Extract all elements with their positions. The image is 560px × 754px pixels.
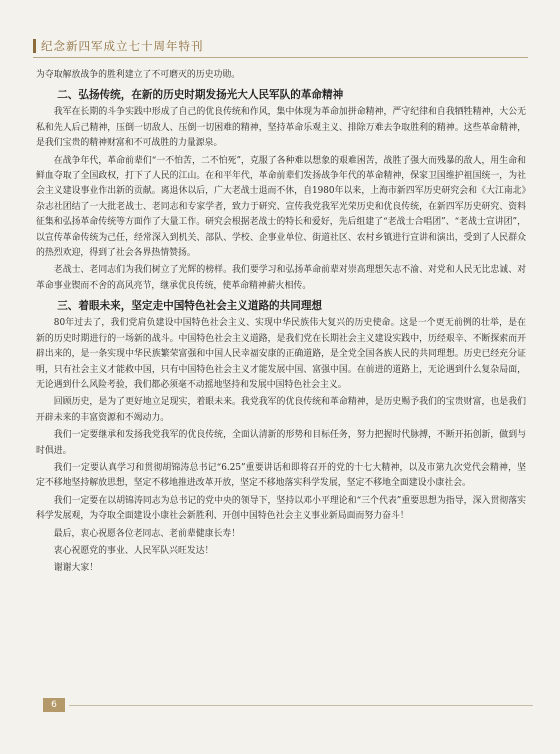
header-rule	[33, 57, 528, 58]
paragraph: 老战士、老同志们为我们树立了光辉的榜样。我们要学习和弘扬革命前辈对崇高理想矢志不渝、对党和人民无比忠诚、对革命事业锲而不舍的高风亮节，继承优良传统，使革命精神薪火相传。	[36, 265, 526, 291]
paragraph: 80年过去了，我们党肩负建设中国特色社会主义、实现中华民族伟大复兴的历史使命。这是一个更无前例的壮举，是在新的历史时期进行的一场新的战斗。中国特色社会主义道路，是我们党在长期社会主义建设实践中，历经艰辛、不断探索而开辟出来的，是一条实现中华民族繁荣富强和中国人民幸福安康的正确道路，是全党全国各族人民的共同理想。历史已经充分证明，只有社会主义才能救中国，只有中国特色社会主义才能发展中国、富强中国。在前进的道路上，无论遇到什么复杂局面，无论遇到什么风险考验，我们都必须毫不动摇地坚持和发展中国特色社会主义。	[36, 318, 526, 390]
page-number: 6	[43, 698, 65, 712]
article-body	[36, 68, 526, 579]
header-accent-bar	[33, 39, 36, 53]
header-title: 纪念新四军成立七十周年特刊	[41, 39, 204, 53]
paragraph: 谢谢大家！	[53, 563, 99, 574]
paragraph: 回顾历史，是为了更好地立足现实，着眼未来。我党我军的优良传统和革命精神，是历史赐予我们的宝贵财富，也是我们开辟未来的丰富资源和不竭动力。	[36, 397, 526, 423]
paragraph: 为夺取解放战争的胜利建立了不可磨灭的历史功勋。	[36, 70, 241, 80]
paragraph: 我们一定要继承和发扬我党我军的优良传统，全面认清新的形势和目标任务，努力把握时代脉搏，不断开拓创新，做到与时俱进。	[36, 430, 526, 456]
paragraph: 衷心祝愿党的事业、人民军队兴旺发达！	[53, 545, 214, 556]
paragraph: 最后，衷心祝愿各位老同志、老前辈健康长寿！	[53, 528, 241, 539]
paragraph: 我们一定要在以胡锦涛同志为总书记的党中央的领导下，坚持以邓小平理论和“三个代表”重要思想为指导，深入贯彻落实科学发展观，为夺取全面建设小康社会新胜利、开创中国特色社会主义事业新局面而努力奋斗！	[36, 495, 526, 522]
footer-rule	[69, 705, 533, 706]
section-heading: 二、弘扬传统，在新的历史时期发扬光大人民军队的革命精神	[57, 89, 344, 102]
paragraph: 我军在长期的斗争实践中形成了自己的优良传统和作风，集中体现为革命加拼命精神，严守纪律和自我牺牲精神，大公无私和先人后己精神，压倒一切敌人、压倒一切困难的精神，坚持革命乐观主义、排除万难去争取胜利的精神。这些革命精神，是我们宝贵的精神财富和不可战胜的力量源泉。	[36, 107, 526, 149]
running-header	[33, 36, 528, 56]
paragraph: 我们一定要认真学习和贯彻胡锦涛总书记“6.25”重要讲话和即将召开的党的十七大精神，以及市第九次党代会精神，坚定不移地坚持解放思想，坚定不移地推进改革开放，坚定不移地落实科学发展，坚定不移地全面建设小康社会。	[36, 462, 526, 489]
page-footer	[43, 698, 533, 716]
section-heading: 三、着眼未来，坚定走中国特色社会主义道路的共同理想	[57, 300, 323, 313]
paragraph: 在战争年代，革命前辈们“一不怕苦，二不怕死”，克服了各种难以想象的艰难困苦，战胜了强大而残暴的敌人，用生命和鲜血夺取了全国政权，打下了人民的江山。在和平年代，革命前辈们发扬战争年代的革命精神，保家卫国维护祖国统一，为社会主义建设事业作出新的贡献。离退休以后，广大老战士退而不休，自1980年以来，上海市新四军历史研究会和《大江南北》杂志社团结了一大批老战士、老同志和专家学者，致力于研究、宣传我党我军光荣历史和优良传统，在新四军历史研究、资料征集和弘扬革命传统等方面作了大量工作。研究会根据老战士的特长和爱好，先后组建了“老战士合唱团”、“老战士宣讲团”，以宣传革命传统为己任，经常深入到机关、部队、学校、企事业单位、街道社区、农村乡镇进行宣讲和演出，受到了人民群众的热烈欢迎，得到了社会各界热情赞扬。	[36, 155, 526, 259]
